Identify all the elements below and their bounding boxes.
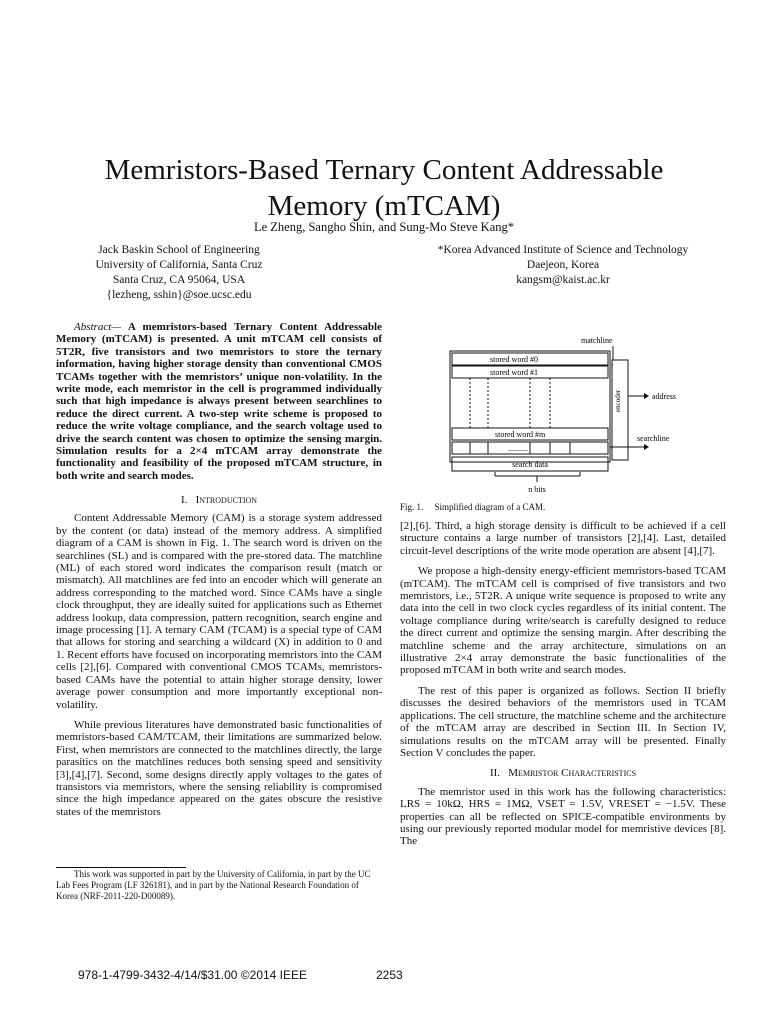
abstract <box>56 321 382 482</box>
footnote: This work was supported in part by the University of California, in part by the UC Lab Fees Program (LF 326181), and in part by the National Research Foundation of Korea (NRF-2011-220-D00089). <box>56 869 371 901</box>
left-column <box>56 494 382 818</box>
figure-caption-text: Simplified diagram of a CAM. <box>434 502 546 512</box>
affiliation-line: University of California, Santa Cruz <box>95 259 263 271</box>
section-number: II. <box>489 767 501 780</box>
fig-stored1-label: stored word #1 <box>490 368 538 377</box>
fig-matchline-label: matchline <box>581 336 613 345</box>
affiliation-line: Santa Cruz, CA 95064, USA <box>112 274 246 286</box>
affiliation-email: {lezheng, sshin}@soe.ucsc.edu <box>106 289 252 301</box>
affiliation-left <box>40 243 318 303</box>
fig-storedm-label: stored word #m <box>495 430 546 439</box>
affiliation-email: kangsm@kaist.ac.kr <box>516 274 610 286</box>
section-title: Introduction <box>195 494 258 506</box>
fig-stored0-label: stored word #0 <box>490 355 538 364</box>
cam-diagram <box>400 320 700 500</box>
section-heading-2 <box>400 767 726 779</box>
section-title: Memristor Characteristics <box>508 767 637 780</box>
page-number: 2253 <box>376 968 403 982</box>
affiliation-line: *Korea Advanced Institute of Science and Technology <box>437 244 689 256</box>
body-paragraph: While previous literatures have demonstrated basic functionalities of memristors-based CAM/TCAM, their limitations are summarized below. First, when memristors are connected to the matchlines directly, the large parasitics on the matchlines reduces both sensing speed and sensitivity [3],[4],[7]. Second, some designs directly apply voltages to the gates of transistors via memristors, where the sensing reliability is compromised since the high impedance appeared on the gates obscure the resistive states of the memristors <box>56 718 382 818</box>
affiliation-right <box>420 243 706 288</box>
affiliation-line: Daejeon, Korea <box>526 259 600 271</box>
title-line-2: Memory (mTCAM) <box>267 190 501 222</box>
abstract-label: Abstract— <box>74 321 122 333</box>
body-paragraph: The memristor used in this work has the following characteristics: LRS = 10kΩ, HRS = 1MΩ, VSET = 1.5V, VRESET = −1.5V. These properties can all be reflected on SPICE-compatible environments by using our previously reported modular model for memristive devices [8]. The <box>400 785 726 848</box>
fig-dots: .......... <box>508 444 528 453</box>
body-paragraph: We propose a high-density energy-efficient memristors-based TCAM (mTCAM). The mTCAM cell is comprised of five transistors and two memristors, i.e., 5T2R. A unique write sequence is proposed to write any data into the cell in two clock cycles regardless of its initial content. The voltage compliance during write/search is carefully designed to reduce the direct current and optimize the sensing margin. After describing the matchline scheme and the array architecture, simulations on an illustrative 2×4 array demonstrate the basic functionalities of the proposed mTCAM in both write and search modes. <box>400 565 726 677</box>
figure-caption <box>400 502 545 512</box>
section-heading-1 <box>56 494 382 506</box>
authors: Le Zheng, Sangho Shin, and Sung-Mo Steve Kang* <box>253 220 515 234</box>
title-line-1: Memristors-Based Ternary Content Addressable <box>104 154 664 186</box>
footer-copyright: 978-1-4799-3432-4/14/$31.00 ©2014 IEEE <box>78 968 308 982</box>
body-paragraph: Content Addressable Memory (CAM) is a storage system addressed by the content (or data) instead of the memory address. A simplified diagram of a CAM is shown in Fig. 1. The search word is driven on the searchlines (SL) and is compared with the pre-stored data. The matchline (ML) of each stored word indicates the comparison result (match or mismatch). All matchlines are fed into an encoder which will generate an address corresponding to the matched word. Since CAMs have a single clock throughput, they are ideally suited for applications such as Ethernet address lookup, data compression, pattern recognition, search engine and image processing [1]. A ternary CAM (TCAM) is a special type of CAM that allows for storing and searching a wildcard (X) in addition to 0 and 1. Recent efforts have focused on incorporating memristors into the CAM cells [2],[6]. Compared with conventional CMOS TCAMs, memristors-based CAMs have the potential to attain higher storage density, lower average power consumption and more importantly exceptional non-volatility. <box>56 512 382 711</box>
fig-address-label: address <box>652 392 676 401</box>
fig-searchline-label: searchline <box>637 434 670 443</box>
abstract-text: A memristors-based Ternary Content Addressable Memory (mTCAM) is presented. A unit mTCAM cell consists of 5T2R, five transistors and two memristors to store the ternary information, having higher storage density than conventional CMOS TCAMs together with the memristors’ unique non-volatility. In the write mode, each memristor in the cell is programmed individually such that high impedance is always present between searchlines to reduce the direct current. A two-step write scheme is proposed to reduce the write voltage compliance, and the search voltage used to drive the search content was chosen to optimize the sensing margin. Simulation results for a 2×4 mTCAM array demonstrate the functionality and feasibility of the proposed mTCAM structure, in both write and search modes. <box>56 321 382 482</box>
body-paragraph: [2],[6]. Third, a high storage density is difficult to be achieved if a cell structure contains a large number of transistors [2],[4]. Last, detailed circuit-level descriptions of the write mode operation are absent [4],[7]. <box>400 520 726 557</box>
fig-searchdata-label: search data <box>512 460 548 469</box>
fig-nbits-label: n bits <box>528 485 546 494</box>
paper-title <box>0 152 768 224</box>
body-paragraph: The rest of this paper is organized as follows. Section II briefly discusses the desired behaviors of the memristors used in TCAM applications. The cell structure, the matchline scheme and the architecture of the mTCAM array are described in Section III. In Section IV, simulations results on the mTCAM array will be presented. Finally Section V concludes the paper. <box>400 684 726 759</box>
fig-encoder-label: encoder <box>614 389 622 412</box>
affiliation-line: Jack Baskin School of Engineering <box>98 244 260 256</box>
figure-caption-number: Fig. 1. <box>400 502 424 512</box>
right-column <box>400 520 726 848</box>
section-number: I. <box>180 494 188 506</box>
footnote-divider <box>56 867 186 868</box>
